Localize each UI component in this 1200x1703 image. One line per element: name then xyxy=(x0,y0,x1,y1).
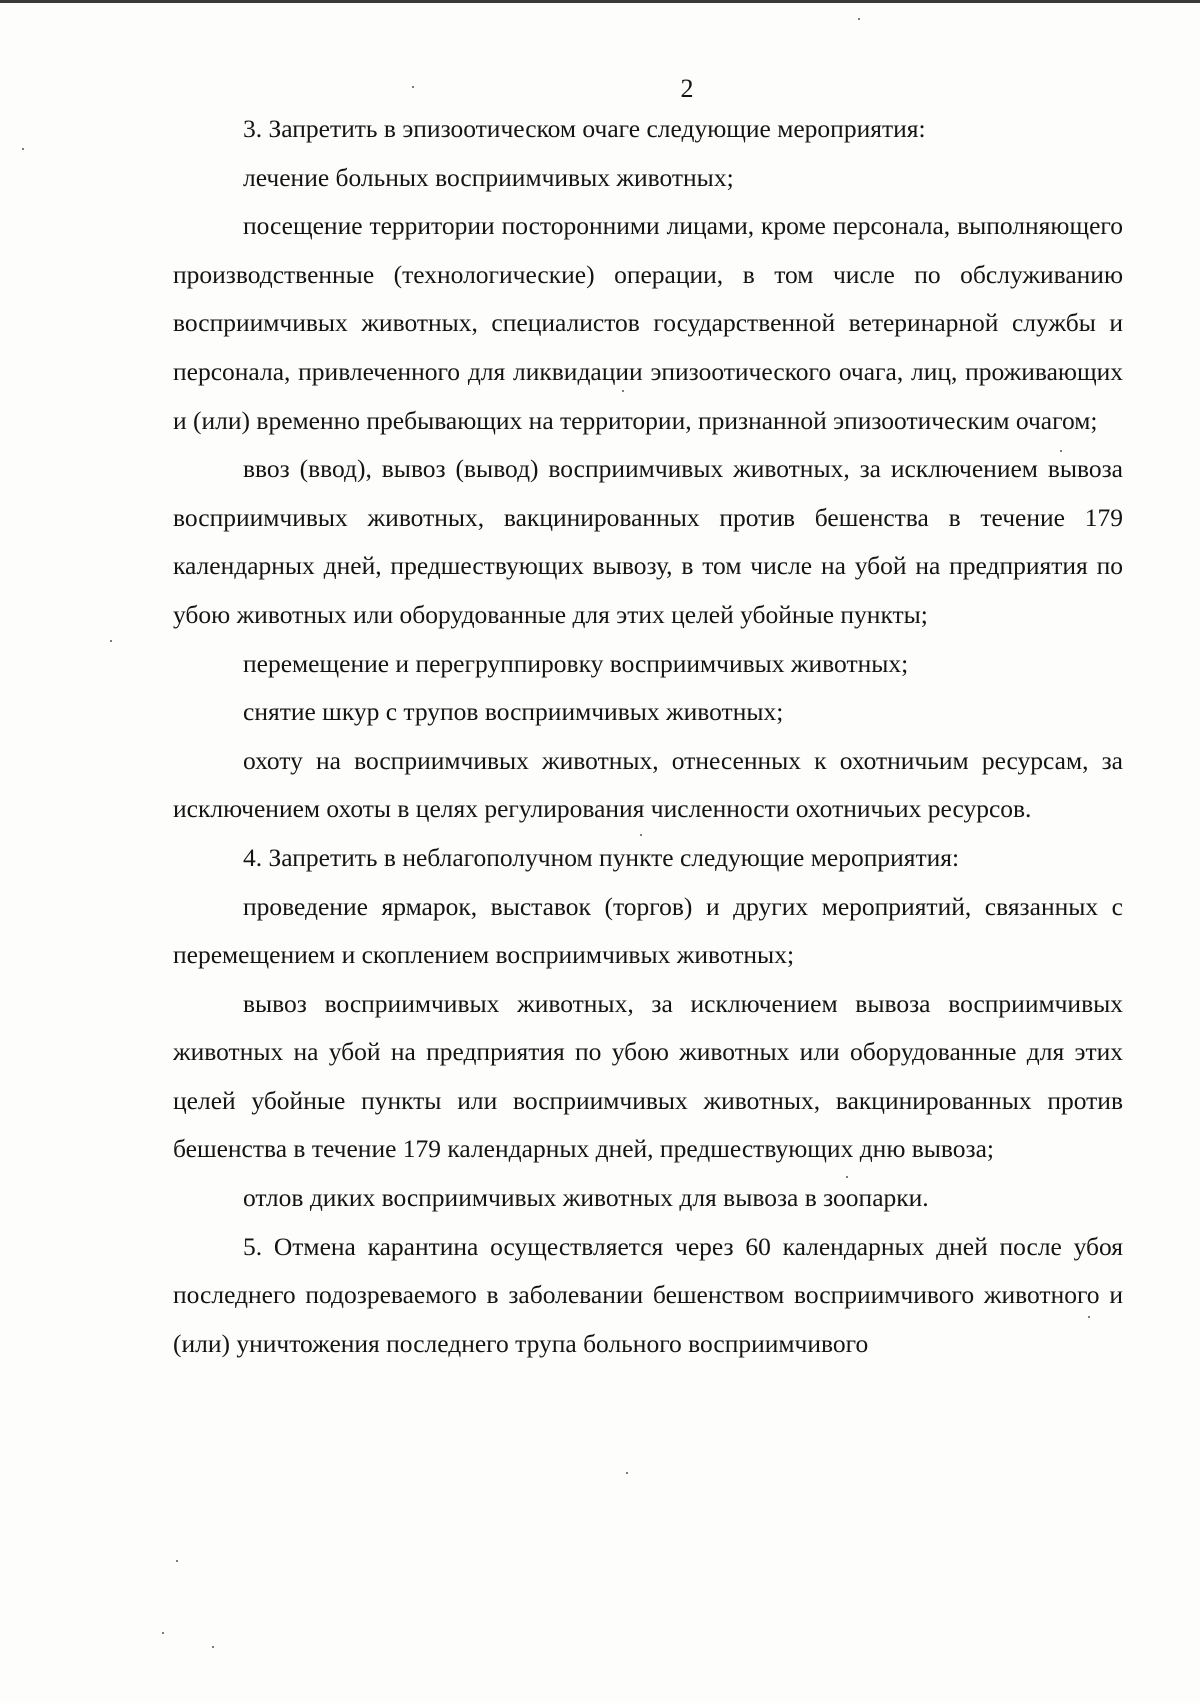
paragraph-treatment: лечение больных восприимчивых животных; xyxy=(243,162,734,192)
paragraph-capture: отлов диких восприимчивых животных для вывоза в зоопарки. xyxy=(243,1183,929,1213)
paragraph-export: вывоз восприимчивых животных, за исключением вывоза восприимчивых животных на убой на предприятия по убою животных или оборудованные для этих целей убойные пункты или восприимчивых животных, вакцинированных против бешенства в течение 179 календарных дней, предшествующих дню вывоза; xyxy=(173,988,1123,1164)
document-body xyxy=(173,105,1123,1368)
paragraph-item-4-heading: 4. Запретить в неблагополучном пункте следующие мероприятия: xyxy=(243,842,960,872)
paragraph-item-3-heading: 3. Запретить в эпизоотическом очаге следующие мероприятия: xyxy=(243,114,926,143)
paragraph-territory-visits: посещение территории посторонними лицами, кроме персонала, выполняющего производственные (технологические) операции, в том числе по обслуживанию восприимчивых животных, специалистов государственной ветеринарной службы и персонала, привлеченного для ликвидации эпизоотического очага, лиц, проживающих и (или) временно пребывающих на территории, признанной эпизоотическим очагом; xyxy=(173,211,1123,435)
paragraph-item-5-quarantine-lift: 5. Отмена карантина осуществляется через 60 календарных дней после убоя последнего подозреваемого в заболевании бешенством восприимчивого животного и (или) уничтожения последнего трупа больного восприимчивого xyxy=(173,1231,1123,1358)
page-number: 2 xyxy=(680,74,694,103)
scan-top-border xyxy=(0,0,1200,3)
paragraph-fairs: проведение ярмарок, выставок (торгов) и других мероприятий, связанных с перемещением и скоплением восприимчивых животных; xyxy=(173,891,1123,970)
paragraph-import-export: ввоз (ввод), вывоз (вывод) восприимчивых животных, за исключением вывоза восприимчивых животных, вакцинированных против бешенства в течение 179 календарных дней, предшествующих вывозу, в том числе на убой на предприятия по убою животных или оборудованные для этих целей убойные пункты; xyxy=(173,454,1123,629)
paragraph-hunting: охоту на восприимчивых животных, отнесенных к охотничьим ресурсам, за исключением охоты в целях регулирования численности охотничьих ресурсов. xyxy=(173,745,1123,824)
paragraph-regrouping: перемещение и перегруппировку восприимчивых животных; xyxy=(243,648,909,678)
paragraph-skinning: снятие шкур с трупов восприимчивых животных; xyxy=(243,697,784,727)
